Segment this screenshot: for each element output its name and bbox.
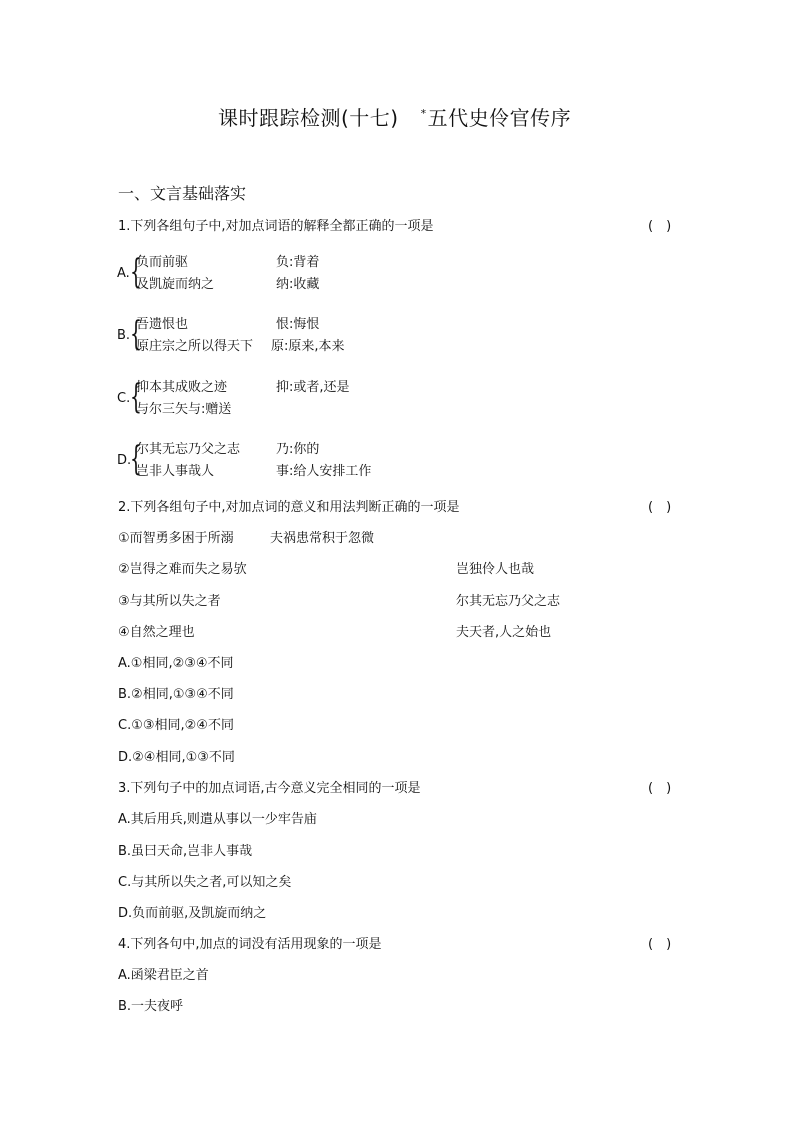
section-heading: 一、文言基础落实 xyxy=(118,184,247,203)
q1-option-c-letter: C. xyxy=(117,391,131,406)
page-title xyxy=(218,108,571,128)
q3-choice-a: A.其后用兵,则遣从事以一少牢告庙 xyxy=(118,812,317,827)
q3-answer-paren: ( ) xyxy=(648,781,672,796)
q1-option-b-explain-2: 原:原来,本来 xyxy=(271,339,345,354)
q1-option-b-sentence-1: 吾遗恨也 xyxy=(136,317,189,332)
q2-pair-2-right: 岂独伶人也哉 xyxy=(456,562,535,577)
brace-icon: { xyxy=(130,439,142,479)
q2-pair-2-left: ②岂得之难而失之易欤 xyxy=(118,562,247,577)
q1-option-a-explain-1: 负:背着 xyxy=(276,255,320,270)
q1-option-d-sentence-2: 岂非人事哉人 xyxy=(136,464,215,479)
q2-pair-3-left: ③与其所以失之者 xyxy=(118,594,221,609)
q3-choice-c: C.与其所以失之者,可以知之矣 xyxy=(118,875,292,890)
q2-pair-1-left: ①而智勇多困于所溺 xyxy=(118,531,234,546)
q1-option-a-sentence-2: 及凯旋而纳之 xyxy=(136,277,215,292)
q2-pair-4-right: 夫天者,人之始也 xyxy=(456,625,552,640)
brace-icon: { xyxy=(130,252,142,292)
q2-choice-b: B.②相同,①③④不同 xyxy=(118,687,234,702)
q2-choice-c: C.①③相同,②④不同 xyxy=(118,718,234,733)
q2-pair-1-right: 夫祸患常积于忽微 xyxy=(270,531,375,546)
q1-option-b-explain-1: 恨:悔恨 xyxy=(276,317,320,332)
q2-stem: 2.下列各组句子中,对加点词的意义和用法判断正确的一项是 xyxy=(118,500,460,515)
q1-option-a-letter: A. xyxy=(117,266,130,281)
q4-stem: 4.下列各句中,加点的词没有活用现象的一项是 xyxy=(118,937,382,952)
q1-option-c-sentence-1: 抑本其成败之迹 xyxy=(136,380,228,395)
q1-option-a-sentence-1: 负而前驱 xyxy=(136,255,189,270)
q2-answer-paren: ( ) xyxy=(648,500,672,515)
q3-stem: 3.下列句子中的加点词语,古今意义完全相同的一项是 xyxy=(118,781,421,796)
q1-option-d-explain-2: 事:给人安排工作 xyxy=(276,464,372,479)
q4-answer-paren: ( ) xyxy=(648,937,672,952)
q1-option-d-sentence-1: 尔其无忘乃父之志 xyxy=(136,442,241,457)
q1-option-b-letter: B. xyxy=(117,328,131,343)
q3-choice-d: D.负而前驱,及凯旋而纳之 xyxy=(118,906,267,921)
q2-pair-4-left: ④自然之理也 xyxy=(118,625,195,640)
q2-choice-d: D.②④相同,①③不同 xyxy=(118,750,235,765)
q3-choice-b: B.虽曰天命,岂非人事哉 xyxy=(118,844,253,859)
q4-choice-b: B.一夫夜呼 xyxy=(118,999,184,1014)
q2-choice-a: A.①相同,②③④不同 xyxy=(118,656,234,671)
brace-icon: { xyxy=(130,377,142,417)
title-marker: * xyxy=(420,107,427,120)
q4-choice-a: A.函梁君臣之首 xyxy=(118,968,209,983)
title-sub: 五代史伶官传序 xyxy=(427,106,572,130)
q1-option-d-letter: D. xyxy=(117,453,132,468)
q1-stem: 1.下列各组句子中,对加点词语的解释全都正确的一项是 xyxy=(118,219,434,234)
q1-option-b-sentence-2: 原庄宗之所以得天下 xyxy=(136,339,254,354)
q1-option-a-explain-2: 纳:收藏 xyxy=(276,277,320,292)
q1-option-c-sentence-2: 与尔三矢与:赠送 xyxy=(136,402,232,417)
q1-option-c-explain-1: 抑:或者,还是 xyxy=(276,380,350,395)
title-main: 课时跟踪检测(十七) xyxy=(218,106,399,130)
q1-answer-paren: ( ) xyxy=(648,219,672,234)
brace-icon: { xyxy=(130,314,142,354)
q1-option-d-explain-1: 乃:你的 xyxy=(276,442,320,457)
q2-pair-3-right: 尔其无忘乃父之志 xyxy=(456,594,561,609)
